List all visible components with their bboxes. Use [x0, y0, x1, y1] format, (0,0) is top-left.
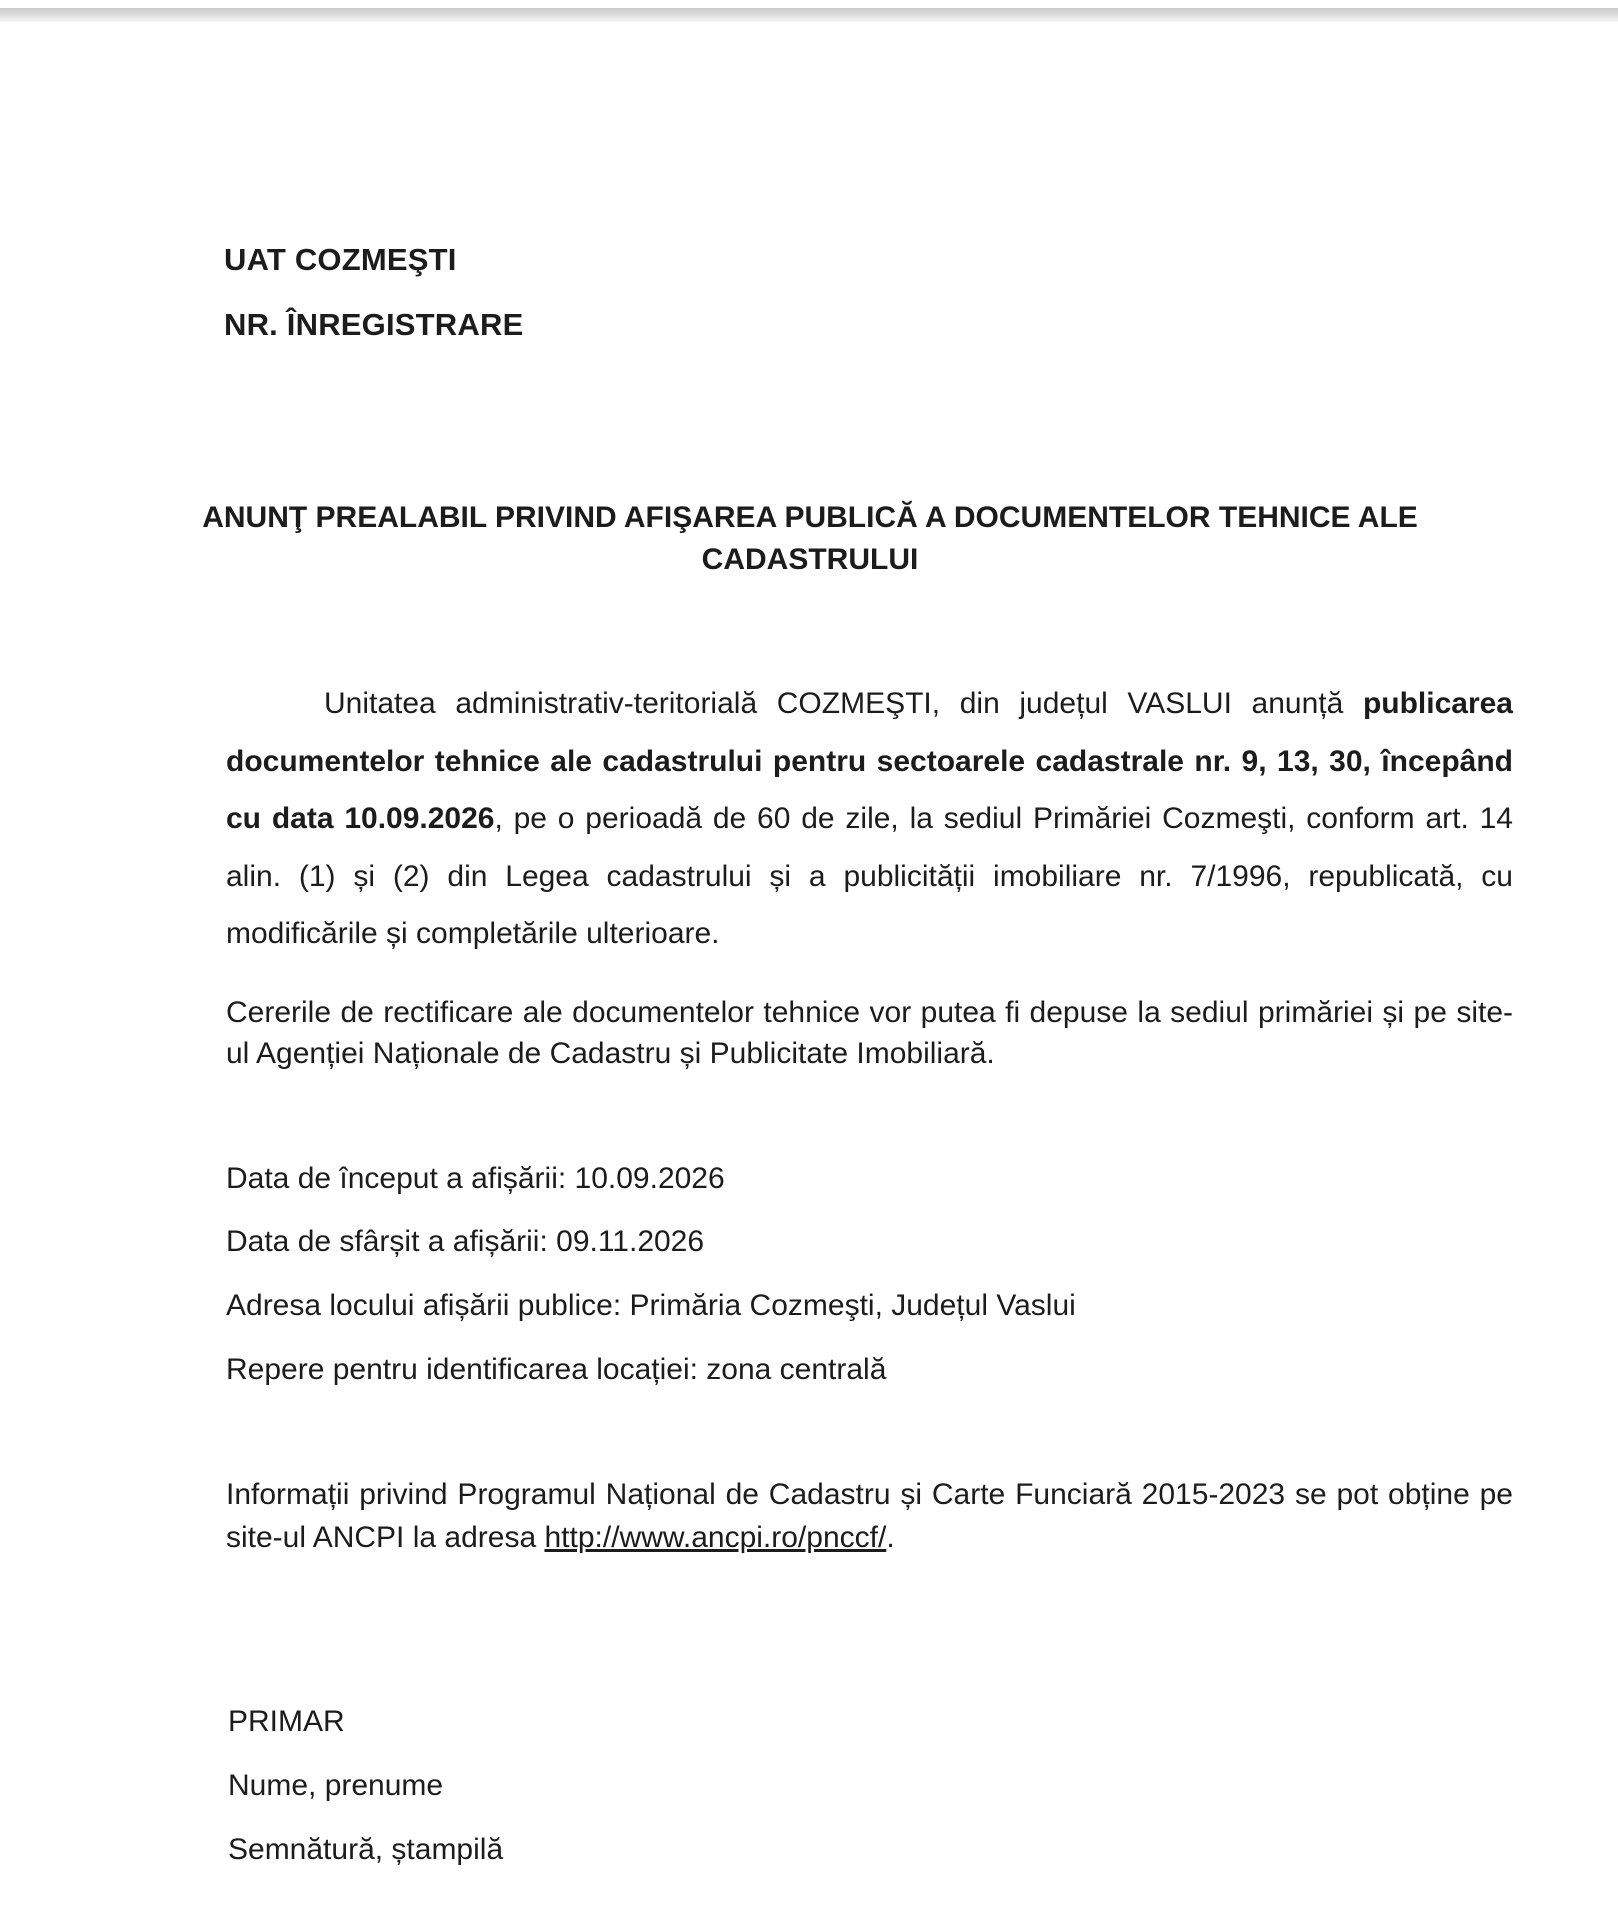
info-suffix: . — [886, 1521, 895, 1554]
address-line: Adresa locului afișării publice: Primăria Cozmeşti, Județul Vaslui — [226, 1289, 1076, 1322]
registration-number-label: NR. ÎNREGISTRARE — [224, 307, 524, 342]
announcement-paragraph — [226, 675, 1513, 963]
announcement-rest: , pe o perioadă de 60 de zile, la sediul Primăriei Cozmeşti, conform art. 14 alin. (1) și (2) din Legea cadastrului și a publicității imobiliare nr. 7/1996, republicată, cu modificările și completările ulterioare. — [226, 802, 1513, 950]
signature-stamp-label: Semnătură, ștampilă — [228, 1833, 504, 1866]
name-label: Nume, prenume — [228, 1769, 444, 1802]
announcement-bold: publicarea documentelor tehnice ale cadastrului pentru sectoarele cadastrale nr. 9, 13, 30, începând cu data 10.09.2026 — [226, 687, 1513, 835]
uat-header: UAT COZMEŞTI — [224, 242, 457, 277]
landmarks-line: Repere pentru identificarea locației: zona centrală — [226, 1353, 887, 1386]
rectification-paragraph: Cererile de rectificare ale documentelor tehnice vor putea fi depuse la sediul primăriei și pe site-ul Agenției Naționale de Cadastru și Publicitate Imobiliară. — [226, 996, 1513, 1070]
end-date-line: Data de sfârșit a afișării: 09.11.2026 — [226, 1225, 705, 1258]
mayor-title: PRIMAR — [228, 1705, 345, 1738]
document-title: ANUNŢ PREALABIL PRIVIND AFIŞAREA PUBLICĂ A DOCUMENTELOR TEHNICE ALE CADASTRULUI — [202, 501, 1418, 576]
info-text: Informații privind Programul Național de Cadastru și Carte Funciară 2015-2023 se pot obține pe site-ul ANCPI la adresa — [226, 1478, 1513, 1554]
ancpi-link[interactable]: http://www.ancpi.ro/pnccf/ — [544, 1521, 887, 1554]
info-paragraph — [226, 1473, 1513, 1559]
announcement-intro: Unitatea administrativ-teritorială COZMEŞTI, din județul VASLUI anunță — [324, 687, 1363, 720]
start-date-line: Data de început a afișării: 10.09.2026 — [226, 1162, 725, 1195]
